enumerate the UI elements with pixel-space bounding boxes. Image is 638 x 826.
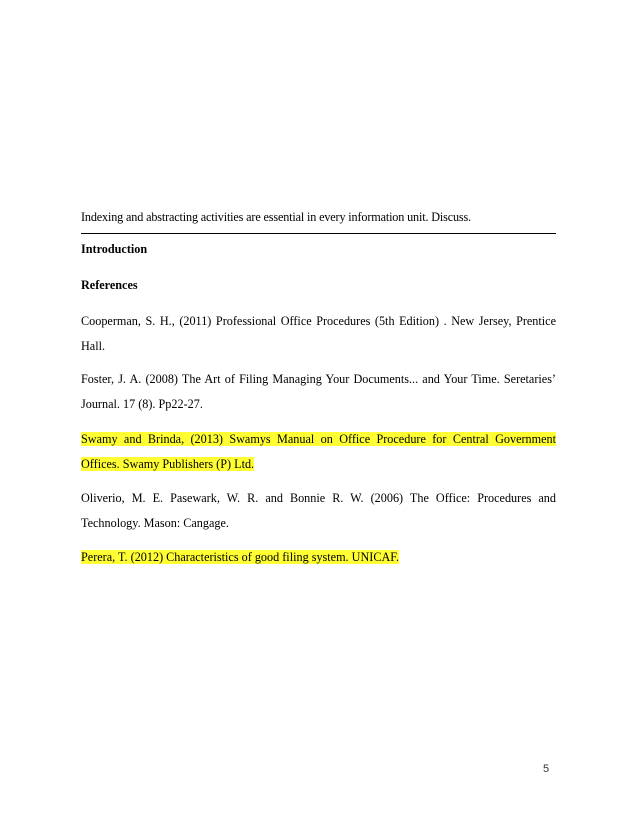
essay-question: Indexing and abstracting activities are essential in every information unit. Discuss. xyxy=(81,210,472,224)
reference-item xyxy=(81,367,556,416)
reference-item xyxy=(81,486,556,535)
reference-item xyxy=(81,427,556,476)
references-list xyxy=(81,309,556,579)
horizontal-rule xyxy=(81,233,556,234)
reference-text: Oliverio, M. E. Pasewark, W. R. and Bonnie R. W. (2006) The Office: Procedures and Technology. Mason: Cangage. xyxy=(81,491,556,530)
page-number: 5 xyxy=(543,763,550,775)
reference-text: Swamy and Brinda, (2013) Swamys Manual on Office Procedure for Central Government Offices. Swamy Publishers (P) Ltd. xyxy=(81,432,556,471)
reference-text: Cooperman, S. H., (2011) Professional Office Procedures (5th Edition) . New Jersey, Prentice Hall. xyxy=(81,314,556,353)
reference-text: Perera, T. (2012) Characteristics of good filing system. UNICAF. xyxy=(81,550,400,564)
reference-item xyxy=(81,309,556,358)
reference-item xyxy=(81,545,556,570)
reference-text: Foster, J. A. (2008) The Art of Filing Managing Your Documents... and Your Time. Seretaries’ Journal. 17 (8). Pp22-27. xyxy=(81,372,556,411)
references-heading: References xyxy=(81,278,138,292)
introduction-heading: Introduction xyxy=(81,242,148,256)
